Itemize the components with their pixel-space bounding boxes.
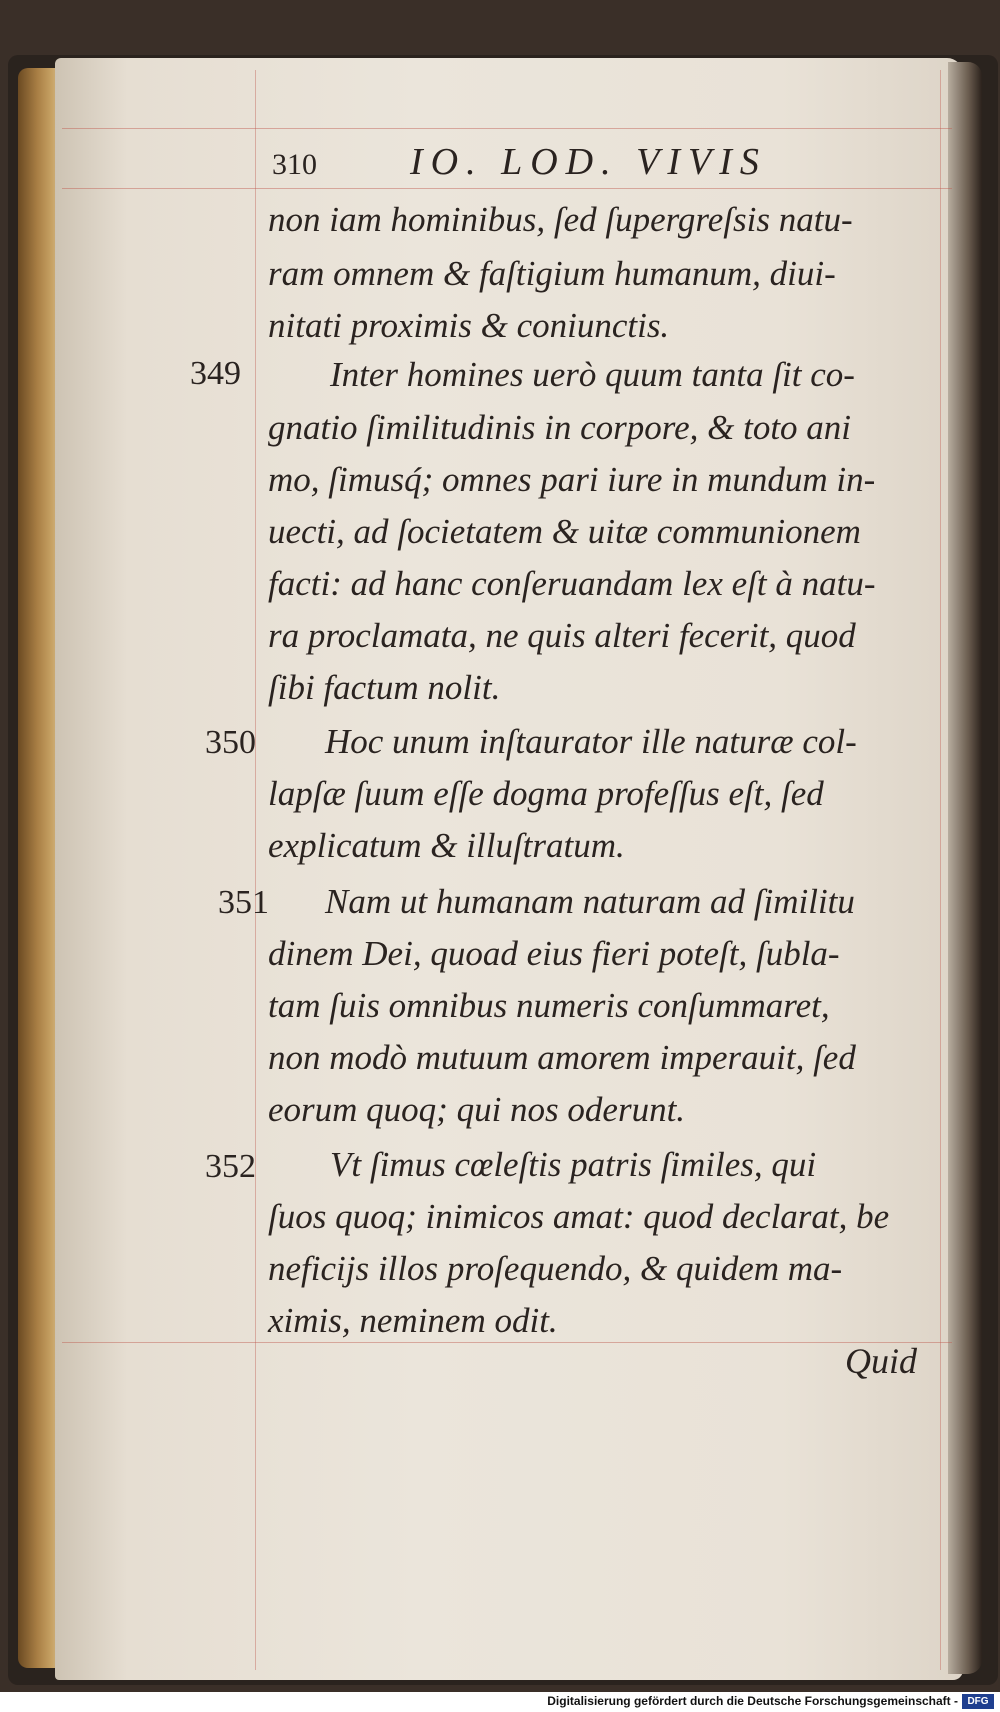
text-line: mo, ſimusq́; omnes pari iure in mundum in-: [268, 460, 876, 499]
paragraph-number: 350: [205, 724, 256, 761]
page-number: 310: [272, 148, 317, 181]
text-line: eorum quoq; qui nos oderunt.: [268, 1090, 686, 1129]
text-line: neficijs illos proſequendo, & quidem ma-: [268, 1249, 843, 1288]
dfg-logo: DFG: [962, 1694, 994, 1709]
funding-notice: Digitalisierung gefördert durch die Deutsche Forschungsgemeinschaft -: [547, 1694, 958, 1708]
text-line: facti: ad hanc conſeruandam lex eſt à natu-: [268, 564, 876, 603]
text-line: nitati proximis & coniunctis.: [268, 306, 670, 345]
text-line: Hoc unum inſtaurator ille naturæ col-: [325, 722, 857, 761]
text-line: non iam hominibus, ſed ſupergreſsis natu-: [268, 200, 853, 239]
text-line: tam ſuis omnibus numeris conſummaret,: [268, 986, 830, 1025]
text-line: Inter homines uerò quum tanta ſit co-: [330, 355, 855, 394]
text-line: ra proclamata, ne quis alteri fecerit, quod: [268, 616, 856, 655]
running-head: IO. LOD. VIVIS: [410, 141, 767, 183]
paragraph-number: 352: [205, 1148, 256, 1185]
text-line: ximis, neminem odit.: [268, 1301, 558, 1340]
paragraph-number: 351: [218, 884, 269, 921]
paragraph-number: 349: [190, 355, 241, 392]
text-line: uecti, ad ſocietatem & uitæ communionem: [268, 512, 861, 551]
text-line: non modò mutuum amorem imperauit, ſed: [268, 1038, 856, 1077]
text-line: lapſæ ſuum eſſe dogma profeſſus eſt, ſed: [268, 774, 824, 813]
catchword: Quid: [845, 1341, 917, 1381]
text-line: gnatio ſimilitudinis in corpore, & toto ani: [268, 408, 852, 447]
text-line: ſibi factum nolit.: [268, 668, 501, 707]
text-line: ram omnem & faſtigium humanum, diui-: [268, 254, 836, 293]
text-line: ſuos quoq; inimicos amat: quod declarat, be: [268, 1197, 890, 1236]
text-line: Nam ut humanam naturam ad ſimilitu: [325, 882, 855, 921]
text-line: Vt ſimus cœleſtis patris ſimiles, qui: [330, 1145, 817, 1184]
text-line: explicatum & illuſtratum.: [268, 826, 625, 865]
text-line: dinem Dei, quoad eius fieri poteſt, ſubla-: [268, 934, 840, 973]
